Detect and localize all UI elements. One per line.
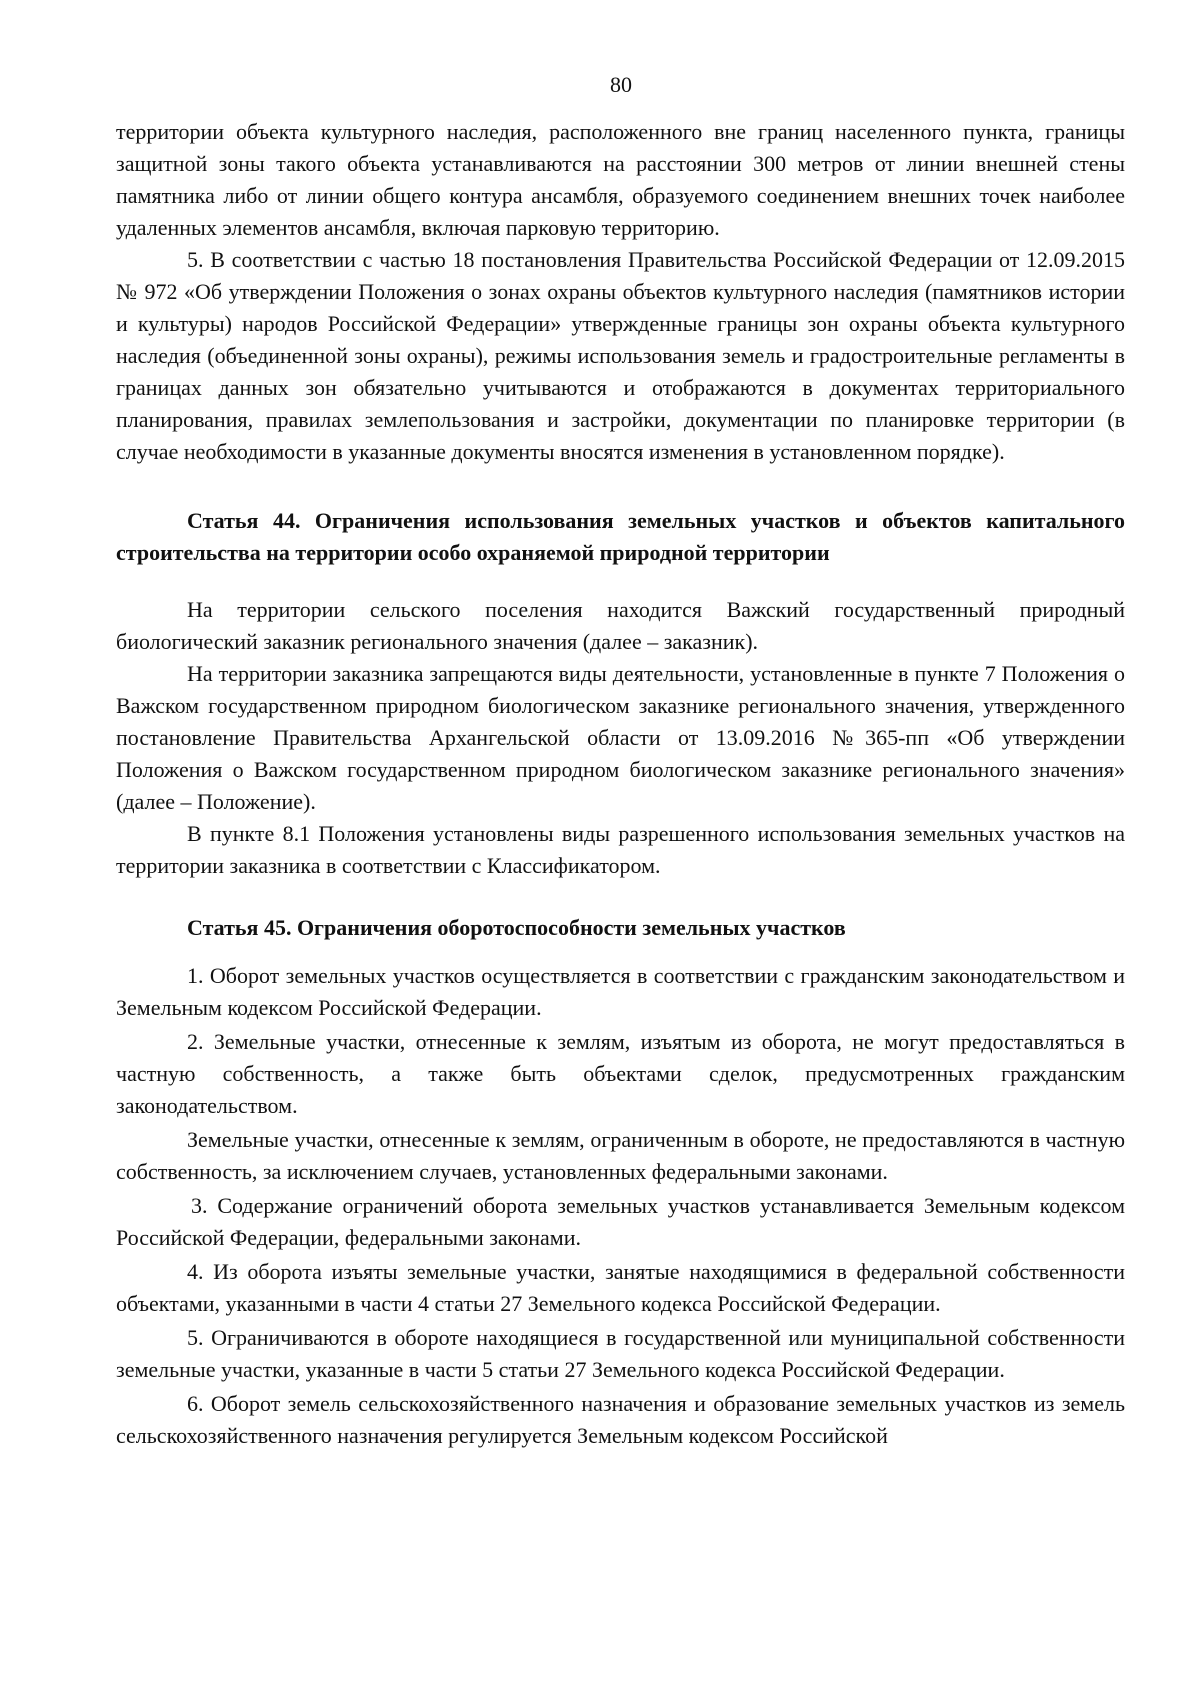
article-44-paragraph-2: На территории заказника запрещаются виды деятельности, установленные в пункте 7 Положения о Важском государственном природном биологическом заказнике регионального значения, утвержденного постановление Правительства Архангельской области от 13.09.2016 №365-пп «Об утверждении Положения о Важском государственном природном биологическом заказнике регионального значения» (далее – Положение). (116, 661, 1125, 814)
document-body (116, 116, 1125, 1452)
article-45-paragraph-6: 6. Оборот земель сельскохозяйственного назначения и образование земельных участков из земель сельскохозяйственного назначения регулируется Земельным кодексом Российской (116, 1391, 1125, 1448)
article-45-paragraph-1: 1. Оборот земельных участков осуществляется в соответствии с гражданским законодательством и Земельным кодексом Российской Федерации. (116, 963, 1125, 1020)
article-45-paragraph-2: 2. Земельные участки, отнесенные к землям, изъятым из оборота, не могут предоставляться в частную собственность, а также быть объектами сделок, предусмотренных гражданским законодательством. (116, 1029, 1125, 1118)
paragraph-intro: территории объекта культурного наследия, расположенного вне границ населенного пункта, границы защитной зоны такого объекта устанавливаются на расстоянии 300 метров от линии внешней стены памятника либо от линии общего контура ансамбля, образуемого соединением внешних точек наиболее удаленных элементов ансамбля, включая парковую территорию. (116, 119, 1125, 240)
article-45-paragraph-2b: Земельные участки, отнесенные к землям, ограниченным в обороте, не предоставляются в частную собственность, за исключением случаев, установленных федеральными законами. (116, 1127, 1125, 1184)
page-number: 80 (610, 72, 632, 97)
article-44-paragraph-1: На территории сельского поселения находится Важский государственный природный биологический заказник регионального значения (далее – заказник). (116, 597, 1125, 654)
article-44-paragraph-3: В пункте 8.1 Положения установлены виды разрешенного использования земельных участков на территории заказника в соответствии с Классификатором. (116, 821, 1125, 878)
article-45-paragraph-4: 4. Из оборота изъяты земельные участки, занятые находящимися в федеральной собственности объектами, указанными в части 4 статьи 27 Земельного кодекса Российской Федерации. (116, 1259, 1125, 1316)
article-45-paragraph-5: 5. Ограничиваются в обороте находящиеся в государственной или муниципальной собственности земельные участки, указанные в части 5 статьи 27 Земельного кодекса Российской Федерации. (116, 1325, 1125, 1382)
article-45-paragraph-3: 3. Содержание ограничений оборота земельных участков устанавливается Земельным кодексом Российской Федерации, федеральными законами. (116, 1193, 1125, 1250)
article-44-heading: Статья 44. Ограничения использования земельных участков и объектов капитального строительства на территории особо охраняемой природной территории (116, 508, 1125, 565)
article-45-heading: Статья 45. Ограничения оборотоспособности земельных участков (187, 915, 846, 940)
paragraph-item-5: 5. В соответствии с частью 18 постановления Правительства Российской Федерации от 12.09.2015 № 972 «Об утверждении Положения о зонах охраны объектов культурного наследия (памятников истории и культуры) народов Российской Федерации» утвержденные границы зон охраны объекта культурного наследия (объединенной зоны охраны), режимы использования земель и градостроительные регламенты в границах данных зон обязательно учитываются и отображаются в документах территориального планирования, правилах землепользования и застройки, документации по планировке территории (в случае необходимости в указанные документы вносятся изменения в установленном порядке). (116, 247, 1125, 464)
